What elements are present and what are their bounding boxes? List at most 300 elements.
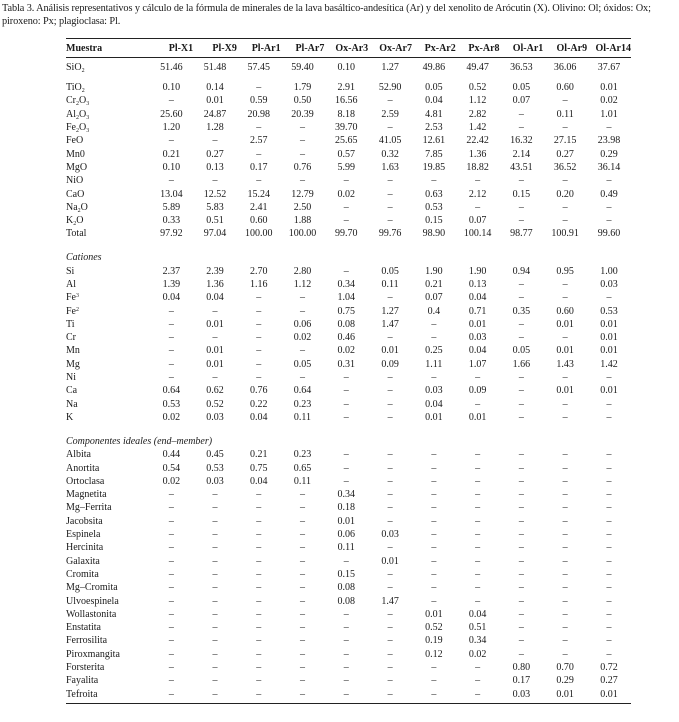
table-cell: – [343,475,349,487]
table-cell: – [168,345,174,357]
table-cell: – [168,542,174,554]
table-cell: – [475,595,481,607]
table-cell: 23.98 [597,135,621,147]
table-cell: – [518,515,524,527]
table-cell: – [387,449,393,461]
table-cell: – [168,582,174,594]
section-heading: Componentes ideales (end–member) [66,435,213,447]
table-cell: 0.45 [206,449,224,461]
table-cell: – [299,372,305,384]
table-cell: – [256,555,262,567]
table-cell: – [212,502,218,514]
table-cell: – [256,595,262,607]
table-cell: 0.03 [468,332,487,344]
table-cell: – [299,135,305,147]
table-cell: – [606,542,612,554]
table-cell: – [562,555,568,567]
table-row [66,58,631,82]
table-cell: 16.32 [510,135,533,147]
table-cell: 0.94 [512,265,531,277]
table-cell: 0.17 [512,675,531,687]
table-cell: – [431,675,437,687]
table-cell: 0.71 [468,305,487,317]
table-cell: 0.02 [162,475,181,487]
table-cell: 0.46 [337,332,355,344]
table-cell: – [343,608,349,620]
table-cell: 0.12 [425,648,443,660]
table-cell: 0.76 [249,385,268,397]
column-header-sample: Muestra [66,39,150,58]
table-cell: – [256,648,262,660]
table-cell: 0.08 [337,582,355,594]
row-label: Fe$^3$ [66,292,79,304]
table-cell: – [387,675,393,687]
table-cell: – [256,332,262,344]
table-cell: – [168,95,174,107]
table-cell: 0.01 [381,345,399,357]
table-cell: – [299,305,305,317]
table-cell: – [606,502,612,514]
table-cell: 36.14 [597,161,621,173]
table-cell: – [431,515,437,527]
table-cell: 1.88 [293,215,312,227]
row-label: Forsterita [66,662,105,674]
table-cell: – [431,332,437,344]
table-cell: – [256,175,262,187]
table-cell: – [168,135,174,147]
table-cell: – [518,462,524,474]
table-cell: – [431,595,437,607]
table-row [66,121,631,134]
table-cell: – [387,201,393,213]
table-cell: 1.12 [293,279,312,290]
table-cell: – [475,675,481,687]
table-cell: – [475,201,481,213]
table-cell: 2.57 [249,135,268,147]
table-row [66,81,631,94]
column-header: Ox-Ar3 [324,39,368,58]
table-cell: – [256,318,262,330]
table-cell: 0.33 [162,215,181,227]
table-cell: – [606,648,612,660]
table-cell: – [518,542,524,554]
table-cell: 59.40 [291,62,314,73]
table-cell: – [518,385,524,397]
row-label: Si [66,265,75,277]
table-cell: – [518,529,524,541]
table-cell: – [256,82,262,94]
table-cell: 0.44 [162,449,181,461]
table-cell: 0.08 [337,318,355,330]
table-cell: – [168,515,174,527]
table-cell: 0.01 [556,318,574,330]
table-cell: – [299,662,305,674]
table-cell: – [518,318,524,330]
table-cell: – [387,372,393,384]
table-cell: – [475,568,481,580]
table-cell: 100.14 [463,228,492,240]
table-cell: 0.01 [425,411,443,423]
table-cell: 0.04 [425,95,443,107]
table-cell: – [562,332,568,344]
table-row [66,278,631,291]
row-label: Ni [66,372,76,384]
table-cell: – [562,542,568,554]
table-cell: – [212,515,218,527]
table-cell: 0.01 [600,332,618,344]
table-cell: 0.53 [600,305,618,317]
row-label: Wollastonita [66,608,117,620]
table-cell: – [256,662,262,674]
table-cell: 0.60 [556,82,574,94]
table-cell: – [212,608,218,620]
table-cell: 2.82 [468,108,487,120]
table-cell: – [518,635,524,647]
table-cell: 0.05 [425,82,443,94]
table-cell: – [256,502,262,514]
table-row [66,581,631,594]
table-cell: – [562,398,568,410]
table-cell: 0.07 [468,215,487,227]
row-label: $Fe_2O_3$ [66,122,90,135]
table-cell: – [387,635,393,647]
row-label: Mg [66,358,80,370]
table-cell: 0.95 [556,265,574,277]
row-label: Ortoclasa [66,475,105,487]
table-cell: 1.07 [468,358,487,370]
table-cell: – [343,215,349,227]
table-cell: – [212,175,218,187]
table-cell: 19.85 [422,161,446,173]
table-cell: 2.59 [381,108,399,120]
table-cell: – [562,175,568,187]
table-cell: 0.05 [293,358,312,370]
table-cell: – [343,648,349,660]
table-cell: – [456,687,500,703]
table-cell: 0.14 [206,82,224,94]
table-cell: – [562,292,568,304]
table-row [66,541,631,554]
table-cell: – [387,542,393,554]
table-cell: – [431,475,437,487]
table-cell: – [475,542,481,554]
spacer-row [66,241,631,251]
table-cell: 0.05 [512,82,531,94]
table-cell: 0.27 [556,148,574,160]
table-cell: – [562,635,568,647]
table-cell: – [299,635,305,647]
table-cell: – [606,292,612,304]
table-cell: 1.27 [381,62,399,73]
table-cell: – [212,635,218,647]
row-label: Fayalita [66,675,99,687]
section-heading-row [66,434,631,448]
table-cell: 0.15 [425,215,443,227]
table-cell: – [518,108,524,120]
table-row [66,448,631,461]
table-cell: – [518,582,524,594]
table-cell: 0.02 [468,648,487,660]
table-cell: – [212,135,218,147]
table-cell: – [299,555,305,567]
table-cell: 100.00 [288,228,317,240]
table-cell: – [431,318,437,330]
table-cell: 1.63 [381,161,399,173]
table-cell: 0.13 [206,161,224,173]
table-cell: – [387,475,393,487]
row-label: $Al_2O_3$ [66,108,90,121]
row-label: $Na_2O$ [66,201,88,214]
table-cell: 0.35 [512,305,531,317]
table-cell: – [168,635,174,647]
table-cell: 0.25 [425,345,443,357]
table-cell: 0.53 [162,398,181,410]
table-row [66,661,631,674]
table-cell: – [562,595,568,607]
table-cell: 0.01 [600,82,618,94]
table-cell: 57.45 [247,62,270,73]
table-cell: 0.65 [293,462,312,474]
column-header: Px-Ar2 [412,39,456,58]
table-cell: 2.37 [162,265,181,277]
table-cell: – [562,411,568,423]
table-cell: 8.18 [337,108,355,120]
table-cell: – [168,489,174,501]
table-cell: 0.76 [293,161,312,173]
row-label: MgO [66,161,88,173]
table-cell: 36.53 [510,62,533,73]
table-cell: 0.34 [468,635,487,647]
table-cell: 20.39 [291,108,314,120]
table-cell: 0.01 [543,687,587,703]
table-cell: – [299,175,305,187]
table-cell: – [431,502,437,514]
table-cell: – [387,489,393,501]
table-body [66,58,631,704]
table-cell: 0.03 [206,411,224,423]
table-cell: 0.01 [337,515,355,527]
table-cell: 0.01 [600,345,618,357]
table-cell: – [387,608,393,620]
row-label: Jacobsita [66,515,103,527]
table-cell: – [256,622,262,634]
table-cell: 0.05 [512,345,531,357]
table-cell: 1.39 [162,279,181,290]
table-cell: – [387,502,393,514]
table-cell: – [343,265,349,277]
table-cell: – [168,608,174,620]
table-cell: 0.52 [468,82,487,94]
table-cell: – [606,515,612,527]
table-row [66,147,631,160]
column-header: Pl-X1 [150,39,194,58]
table-cell: – [387,122,393,134]
table-row [66,515,631,528]
table-cell: 12.52 [203,188,227,200]
table-cell: 0.09 [381,358,399,370]
table-cell: – [168,175,174,187]
table-cell: – [212,622,218,634]
row-label: Mg–Cromita [66,582,118,594]
table-cell: – [256,568,262,580]
table-row [66,594,631,607]
table-cell: – [606,635,612,647]
table-cell: – [562,122,568,134]
table-cell: – [256,122,262,134]
table-cell: 0.80 [512,662,531,674]
table-cell: 1.27 [381,305,399,317]
table-cell: – [475,582,481,594]
table-cell: – [256,489,262,501]
table-cell: 0.04 [162,292,181,304]
table-cell: – [324,687,368,703]
row-label: Ulvoespinela [66,595,119,607]
table-cell: 0.04 [206,292,224,304]
table-cell: 0.15 [512,188,531,200]
table-cell: 0.60 [556,305,574,317]
table-cell: – [256,582,262,594]
table-row [66,344,631,357]
table-cell: – [606,595,612,607]
table-cell: – [562,201,568,213]
table-cell: 0.01 [600,318,618,330]
table-row [66,555,631,568]
table-cell: 0.64 [162,385,181,397]
table-cell: – [168,675,174,687]
table-cell: 0.15 [337,568,355,580]
section-heading-row [66,251,631,265]
table-cell: 5.83 [206,201,224,213]
table-row [66,568,631,581]
table-cell: – [518,568,524,580]
table-cell: – [387,188,393,200]
table-cell: – [299,529,305,541]
table-cell: 16.56 [335,95,358,107]
table-cell: 1.00 [600,265,618,277]
table-row [66,461,631,474]
table-cell: 0.01 [425,608,443,620]
table-cell: 0.29 [556,675,574,687]
table-cell: 0.20 [556,188,574,200]
table-cell: 49.86 [422,62,446,73]
table-cell: – [343,622,349,634]
table-cell: – [387,398,393,410]
row-label: Fe$^2$ [66,305,79,317]
table-cell: 0.04 [468,608,487,620]
table-cell: 0.09 [468,385,487,397]
table-cell: 1.42 [468,122,487,134]
table-cell: – [256,635,262,647]
table-cell: 0.05 [381,265,399,277]
table-row [66,134,631,147]
table-cell: – [606,372,612,384]
table-row [66,608,631,621]
table-cell: – [475,515,481,527]
table-cell: – [606,582,612,594]
table-cell: 0.27 [600,675,618,687]
table-cell: 0.57 [337,148,355,160]
table-cell: – [562,608,568,620]
table-cell: 0.21 [162,148,181,160]
row-label: Cromita [66,568,99,580]
row-label: K [66,411,74,423]
table-cell: 0.62 [206,385,224,397]
table-cell: 2.50 [293,201,312,213]
table-cell: – [562,622,568,634]
table-cell: – [606,122,612,134]
table-cell: 25.65 [335,135,358,147]
table-cell: 12.61 [422,135,446,147]
table-cell: – [299,582,305,594]
table-row [66,201,631,214]
table-cell: 0.60 [249,215,268,227]
table-cell: – [299,345,305,357]
table-cell: – [256,608,262,620]
column-header: Pl-Ar7 [281,39,325,58]
table-cell: – [212,489,218,501]
table-cell: – [431,568,437,580]
table-cell: – [606,622,612,634]
table-cell: 0.23 [293,449,312,461]
table-row [66,265,631,278]
table-cell: 0.11 [337,542,355,554]
table-cell: – [606,398,612,410]
table-cell: – [475,555,481,567]
table-cell: – [212,675,218,687]
row-label: Mg–Ferrita [66,502,112,514]
table-cell: – [212,529,218,541]
table-cell: 0.64 [293,385,312,397]
table-row [66,291,631,304]
table-cell: 0.02 [293,332,312,344]
table-cell: – [475,398,481,410]
table-cell: – [606,201,612,213]
table-row [66,634,631,647]
table-cell: 0.07 [512,95,531,107]
table-cell: 0.01 [468,411,487,423]
table-cell: 1.79 [293,82,312,94]
table-cell: – [431,555,437,567]
table-cell: 0.34 [337,279,355,290]
row-label: Al [66,279,76,290]
table-cell: – [343,675,349,687]
table-cell: – [562,215,568,227]
table-row [66,304,631,317]
table-cell: 0.04 [468,292,487,304]
table-cell: – [343,201,349,213]
table-cell: – [562,475,568,487]
table-cell: 1.66 [512,358,531,370]
table-cell: 0.01 [206,358,224,370]
table-row [66,227,631,240]
table-cell: 0.52 [425,622,443,634]
table-cell: – [212,555,218,567]
table-cell: 0.07 [425,292,443,304]
table-cell: – [212,332,218,344]
table-cell: 0.01 [587,687,631,703]
table-row [66,174,631,187]
table-cell: – [475,662,481,674]
table-cell: – [256,515,262,527]
table-cell: – [343,662,349,674]
table-cell: 0.31 [337,358,355,370]
table-cell: – [168,358,174,370]
table-cell: 2.12 [468,188,487,200]
table-cell: 1.47 [381,595,399,607]
table-row [66,358,631,371]
table-cell: – [256,675,262,687]
row-label: Galaxita [66,555,100,567]
